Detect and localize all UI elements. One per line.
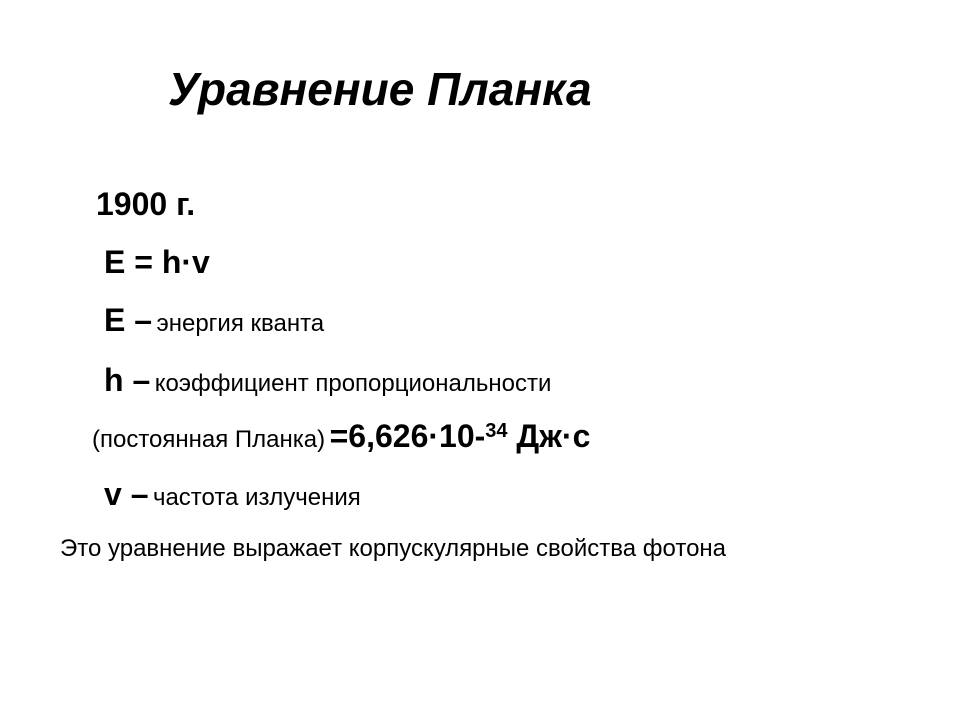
planck-formula: E = h·v xyxy=(104,244,210,280)
planck-unit: Дж·с xyxy=(516,418,591,454)
planck-constant-value xyxy=(330,418,591,454)
frequency-definition xyxy=(104,476,361,513)
h-description: коэффициент пропорциональности xyxy=(154,370,552,397)
frequency-symbol: v – xyxy=(104,476,149,512)
energy-symbol: E – xyxy=(104,302,153,338)
planck-constant-label: (постоянная Планка) xyxy=(92,426,326,453)
h-symbol: h – xyxy=(104,362,151,398)
planck-constant-line xyxy=(92,418,590,455)
energy-description: энергия кванта xyxy=(156,310,325,337)
conclusion-text: Это уравнение выражает корпускулярные свойства фотона xyxy=(60,535,727,562)
slide-title: Уравнение Планка xyxy=(168,63,592,115)
frequency-description: частота излучения xyxy=(152,484,361,511)
energy-definition xyxy=(104,302,324,339)
planck-exponent: 34 xyxy=(485,420,508,442)
h-definition xyxy=(104,362,551,399)
year-line: 1900 г. xyxy=(96,186,196,222)
planck-value-prefix: =6,626·10- xyxy=(329,418,486,454)
